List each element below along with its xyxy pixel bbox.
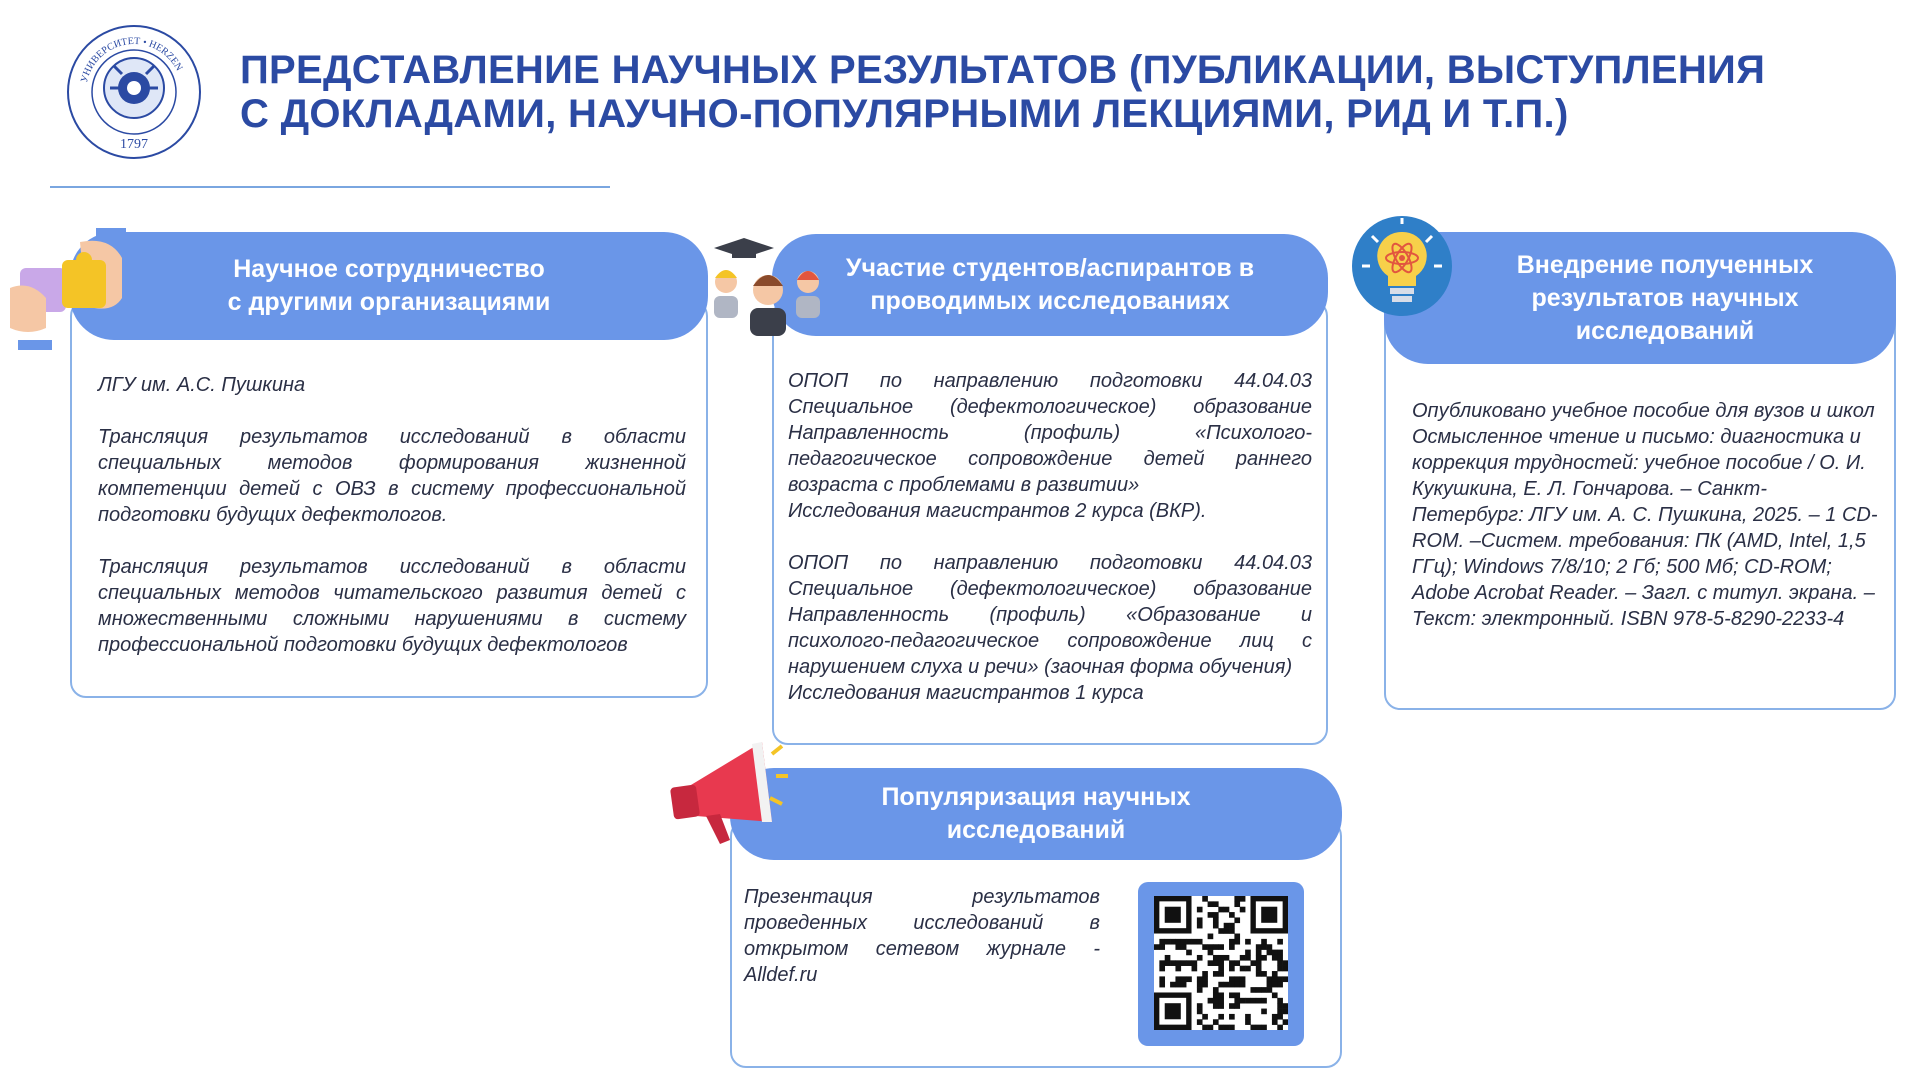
card-collaboration-title-line1: Научное сотрудничество — [233, 255, 545, 283]
card-popularization-paragraph: Презентация результатов проведенных исследований в открытом сетевом журнале - Alldef.ru — [744, 886, 1100, 986]
lightbulb-atom-icon — [1350, 214, 1454, 318]
qr-code-icon[interactable] — [1154, 896, 1288, 1030]
card-collaboration-paragraph: Трансляция результатов исследований в области специальных методов формирования жизненной компетенции детей с ОВЗ в систему профессиональной подготовки будущих дефектологов. — [98, 426, 686, 526]
megaphone-icon — [666, 736, 790, 852]
card-popularization-title-line1: Популяризация научных — [881, 783, 1191, 811]
card-implementation-title-line3: исследований — [1575, 316, 1755, 345]
card-students-paragraph: ОПОП по направлению подготовки 44.04.03 Специальное (дефектологическое) образование Направленность (профиль) «Психолого-педагогическое сопровождение детей раннего возраста с проблемами в развитии» — [788, 370, 1312, 496]
card-students-paragraph: ОПОП по направлению подготовки 44.04.03 Специальное (дефектологическое) образование Направленность (профиль) «Образование и психолого-педагогическое сопровождение лиц с нарушением слуха и речи» (заочная форма обучения) — [788, 552, 1312, 678]
card-implementation-body — [1412, 398, 1878, 632]
card-students-paragraph: Исследования магистрантов 1 курса — [788, 682, 1144, 704]
card-implementation-paragraph: Опубликовано учебное пособие для вузов и школ — [1412, 400, 1875, 422]
page-title-line1: ПРЕДСТАВЛЕНИЕ НАУЧНЫХ РЕЗУЛЬТАТОВ (ПУБЛИКАЦИИ, ВЫСТУПЛЕНИЯ — [240, 48, 1766, 92]
card-students-paragraph: Исследования магистрантов 2 курса (ВКР). — [788, 500, 1207, 522]
card-students-title — [772, 234, 1328, 336]
page-title — [240, 48, 1840, 136]
university-logo — [64, 22, 204, 162]
card-implementation-title-line1: Внедрение полученных — [1516, 250, 1814, 279]
card-popularization-body — [744, 884, 1100, 988]
card-implementation-paragraph: Осмысленное чтение и письмо: диагностика и коррекция трудностей: учебное пособие / О. И. Кукушкина, Е. Л. Гончарова. – Санкт-Петербург: ЛГУ им. А. С. Пушкина, 2025. – 1 CD-ROM. –Систем. требования: ПК (AMD, Intel, 1,5 ГГц); Windows 7/8/10; 2 Гб; 500 Мб; CD-ROM; Adobe Acrobat Reader. – Загл. с титул. экрана. – Текст: электронный. ISBN 978-5-8290-2233-4 — [1412, 426, 1878, 630]
card-implementation-title — [1384, 232, 1896, 364]
card-students-title-line1: Участие студентов/аспирантов в — [845, 254, 1255, 282]
header-divider — [50, 186, 610, 188]
students-group-icon — [712, 234, 828, 338]
card-popularization-title-line2: исследований — [946, 816, 1126, 844]
card-collaboration-body — [98, 372, 686, 658]
logo-top-text: УНИВЕРСИТЕТ • HERZEN — [78, 35, 185, 84]
card-collaboration-paragraph: ЛГУ им. А.С. Пушкина — [98, 374, 306, 396]
card-popularization-title — [730, 768, 1342, 860]
logo-year: 1797 — [120, 137, 148, 152]
card-students-title-line2: проводимых исследованиях — [870, 287, 1230, 315]
card-students-body — [788, 368, 1312, 706]
page-title-line2: С ДОКЛАДАМИ, НАУЧНО-ПОПУЛЯРНЫМИ ЛЕКЦИЯМИ, РИД И Т.П.) — [240, 92, 1569, 136]
card-collaboration-title — [70, 232, 708, 340]
qr-code-frame — [1138, 882, 1304, 1046]
card-collaboration-title-line2: с другими организациями — [227, 288, 551, 316]
card-implementation-title-line2: результатов научных — [1531, 283, 1799, 312]
card-collaboration-paragraph: Трансляция результатов исследований в области специальных методов читательского развития детей с множественными сложными нарушениями в систему профессиональной подготовки будущих дефектологов — [98, 556, 686, 656]
puzzle-hands-icon — [10, 228, 136, 350]
